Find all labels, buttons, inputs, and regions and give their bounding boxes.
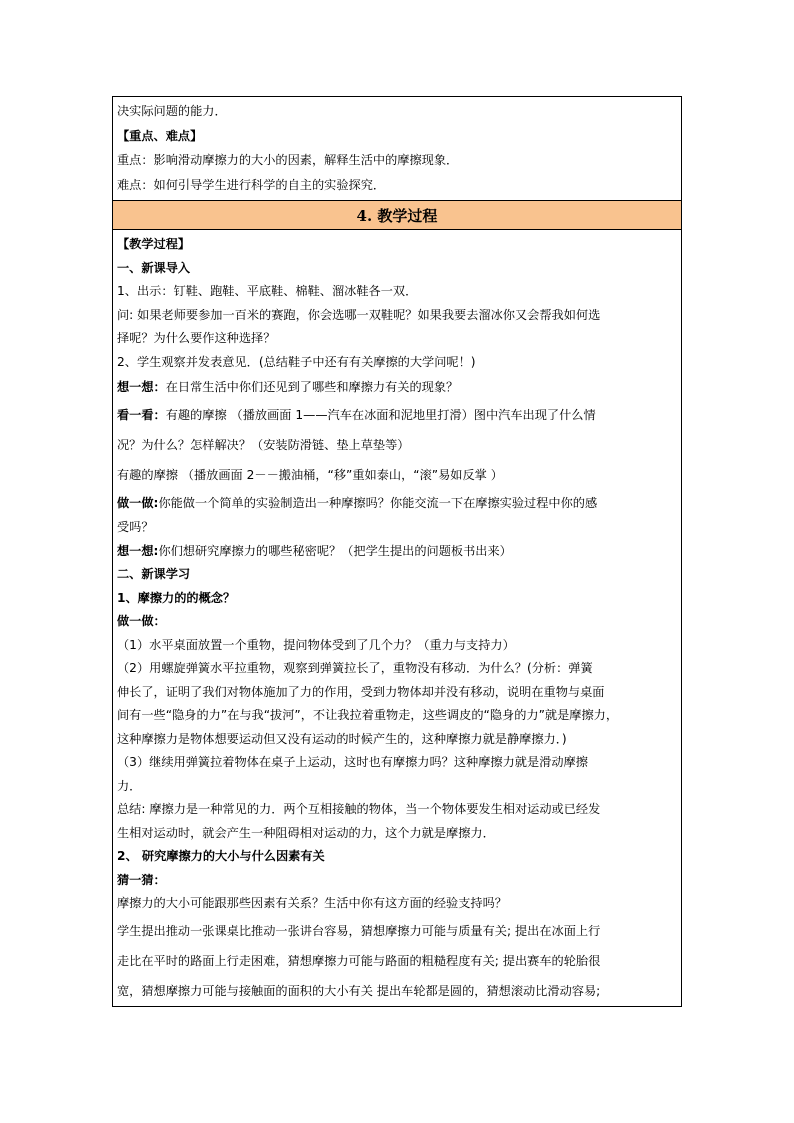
- think2-line: [117, 540, 677, 564]
- text-line: 宽，猜想摩擦力可能与接触面的面积的大小有关 提出车轮都是圆的，猜想滚动比滑动容易;: [117, 983, 601, 998]
- text-line: 间有一些“隐身的力”在与我“拔河”，不让我拉着重物走，这些调皮的“隐身的力”就是摩擦力，: [117, 708, 619, 722]
- subsection2-title: 2、 研究摩擦力的大小与什么因素有关: [117, 849, 325, 863]
- key-point-text: 重点：影响滑动摩擦力的大小的因素，解释生活中的摩擦现象．: [117, 153, 459, 167]
- look-label: 看一看：: [117, 408, 166, 422]
- do-line: [117, 490, 677, 516]
- text-line: 这种摩擦力是物体想要运动但又没有运动的时候产生的，这种摩擦力就是静摩擦力．): [117, 731, 567, 746]
- do-label: 做一做:: [117, 496, 159, 510]
- teaching-process-cell: [113, 230, 681, 1006]
- do-text: 你能做一个简单的实验制造出一种摩擦吗？你能交流一下在摩擦实验过程中你的感: [158, 496, 598, 510]
- section-header: 4. 教学过程: [113, 201, 681, 230]
- text-line: 1、出示：钉鞋、跑鞋、平底鞋、棉鞋、溜冰鞋各一双．: [117, 284, 418, 298]
- text-line: 择呢？为什么要作这种选择？: [117, 331, 276, 345]
- text-line: 受吗？: [117, 520, 154, 534]
- difficulty-text: 难点：如何引导学生进行科学的自主的实验探究．: [117, 177, 386, 192]
- part1-title: 一、新课导入: [117, 260, 191, 275]
- think2-text: 你们想研究摩擦力的哪些秘密呢？（把学生提出的问题板书出来）: [158, 543, 512, 558]
- text-line: （2）用螺旋弹簧水平拉重物，观察到弹簧拉长了，重物没有移动．为什么？(分析：弹簧: [117, 661, 593, 675]
- guess-label: 猜一猜：: [117, 872, 166, 887]
- think-line: [117, 374, 677, 400]
- text-line: 生相对运动时，就会产生一种阻碍相对运动的力，这个力就是摩擦力．: [117, 825, 495, 840]
- text-line: 2、学生观察并发表意见．(总结鞋子中还有有关摩擦的大学问呢！): [117, 354, 476, 369]
- look-text: 有趣的摩擦 （播放画面 1——汽车在冰面和泥地里打滑）图中汽车出现了什么情: [165, 408, 596, 422]
- think-text: 在日常生活中你们还见到了哪些和摩擦力有关的现象？: [165, 380, 459, 394]
- process-heading: 【教学过程】: [117, 237, 191, 251]
- objectives-cell: [113, 97, 681, 201]
- text-line: 摩擦力的大小可能跟那些因素有关系？生活中你有这方面的经验支持吗？: [117, 896, 507, 910]
- text-line: （3）继续用弹簧拉着物体在桌子上运动，这时也有摩擦力吗？这种摩擦力就是滑动摩擦: [117, 755, 588, 769]
- think-label: 想一想：: [117, 380, 166, 394]
- text-line: 力．: [117, 778, 142, 793]
- subsection1-title: 1、摩擦力的的概念？: [117, 590, 236, 605]
- text-line: 走比在平时的路面上行走困难，猜想摩擦力可能与路面的粗糙程度有关; 提出赛车的轮胎很: [117, 953, 601, 968]
- text-line: （1）水平桌面放置一个重物，提问物体受到了几个力？（重力与支持力）: [117, 637, 515, 652]
- look-line: [117, 400, 677, 430]
- key-difficulty-heading: 【重点、难点】: [117, 128, 203, 143]
- text-line: 学生提出推动一张课桌比推动一张讲台容易，猜想摩擦力可能与质量有关; 提出在冰面上行: [117, 923, 601, 938]
- lesson-plan-table: [112, 96, 682, 1007]
- text-line: 伸长了，证明了我们对物体施加了力的作用，受到力物体却并没有移动，说明在重物与桌面: [117, 684, 605, 699]
- text-line: 况？为什么？怎样解决？（安装防滑链、垫上草垫等）: [117, 438, 410, 452]
- part2-title: 二、新课学习: [117, 567, 191, 581]
- text-line: 问: 如果老师要参加一百米的赛跑，你会选哪一双鞋呢？如果我要去溜冰你又会帮我如何选: [117, 307, 601, 322]
- do-label-2: 做一做：: [117, 614, 166, 628]
- text-line: 总结: 摩擦力是一种常见的力．两个互相接触的物体，当一个物体要发生相对运动或已经发: [117, 802, 601, 816]
- text-line: 有趣的摩擦 （播放画面 2－－搬油桶，“移”重如泰山，“滚”易如反掌 ）: [117, 468, 503, 482]
- think2-label: 想一想:: [117, 543, 159, 558]
- objective-line: 决实际问题的能力．: [117, 104, 227, 118]
